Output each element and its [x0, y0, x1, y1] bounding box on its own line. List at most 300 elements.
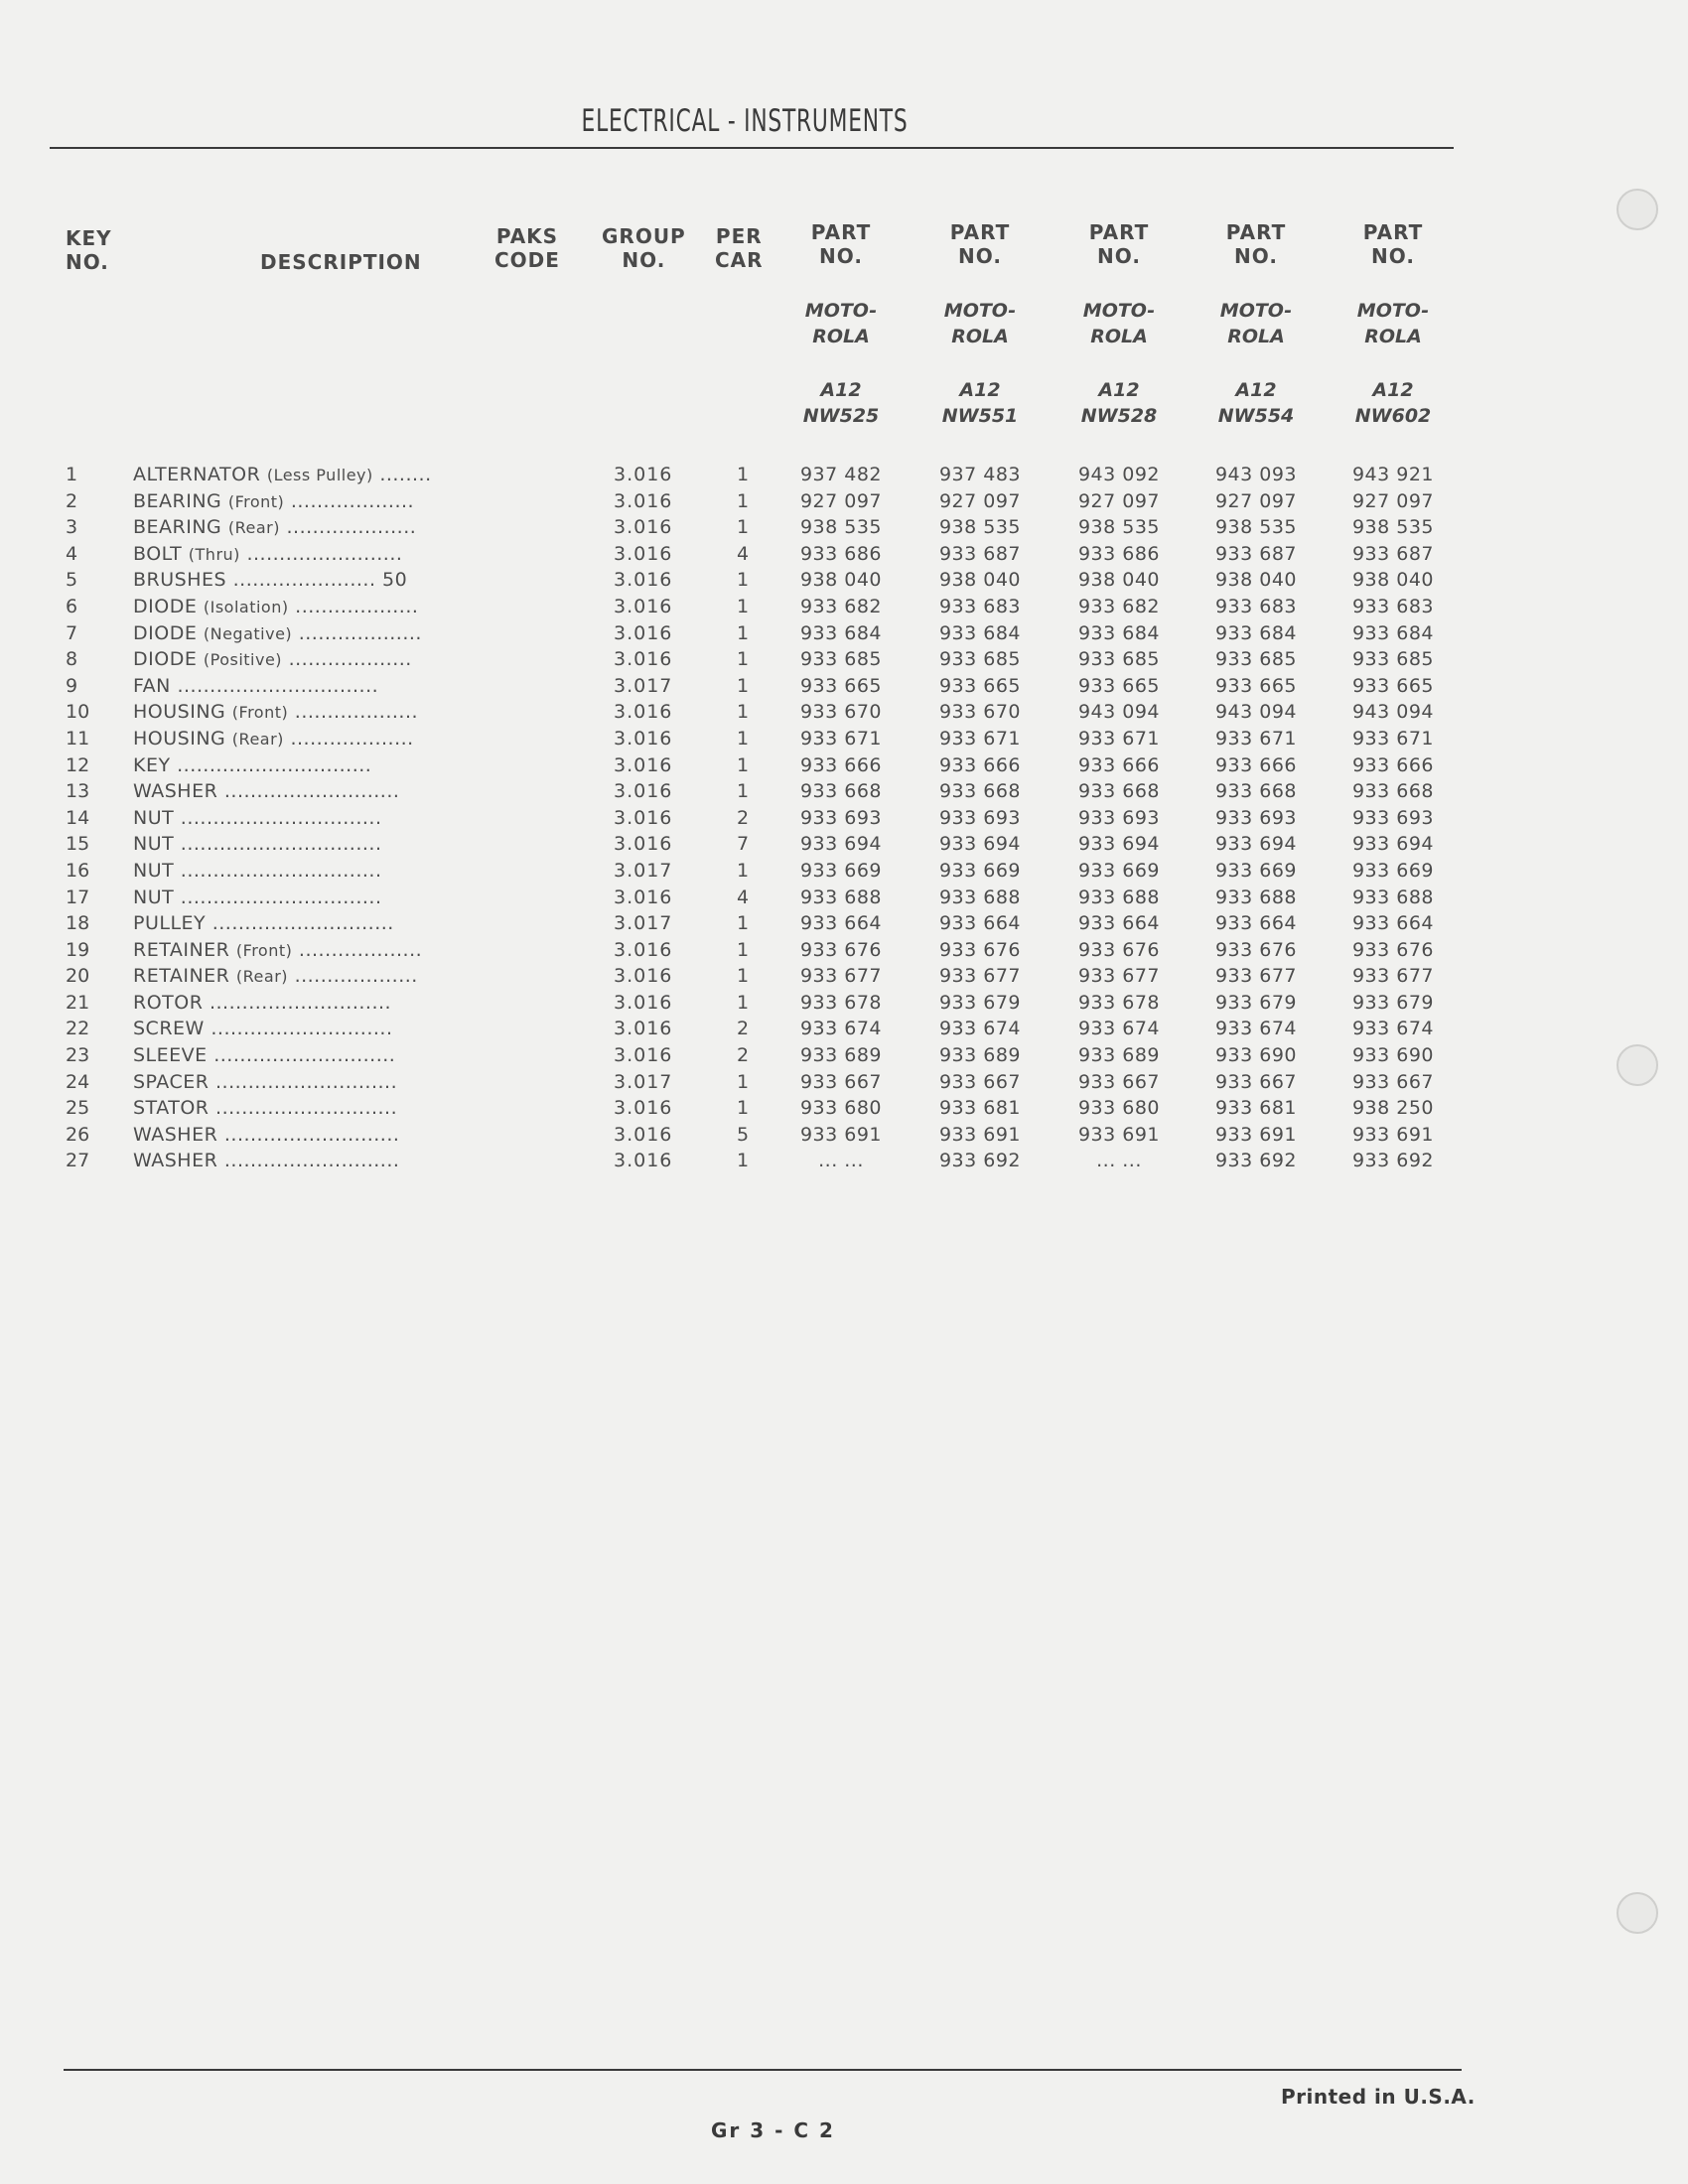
group-number: 3.016	[614, 965, 673, 988]
part-number: 933 665	[1214, 674, 1298, 697]
key-number: 22	[66, 1018, 90, 1040]
part-number: 933 684	[1351, 621, 1435, 644]
dot-leader: ..............................	[177, 753, 372, 776]
part-number: 927 097	[799, 489, 883, 512]
part-number: 927 097	[1351, 489, 1435, 512]
table-row	[0, 752, 1489, 779]
table-row	[0, 541, 1489, 568]
dot-leader: ...................	[294, 965, 418, 988]
part-name: DIODE	[133, 621, 198, 644]
part-number: 933 676	[1214, 938, 1298, 961]
group-number: 3.017	[614, 1070, 673, 1093]
top-rule	[50, 147, 1454, 149]
dot-leader: ............................	[211, 912, 394, 935]
dot-leader: ...............................	[180, 886, 382, 908]
key-number: 27	[66, 1150, 90, 1172]
part-description	[133, 831, 570, 857]
part-number: 933 693	[1351, 806, 1435, 829]
table-row	[0, 1016, 1489, 1042]
quantity-per-car: 4	[736, 542, 750, 565]
part-description	[133, 541, 570, 568]
part-name: FAN	[133, 674, 171, 697]
table-row	[0, 910, 1489, 937]
part-description	[133, 963, 570, 990]
part-model-1-line-2: NW525	[802, 405, 880, 427]
part-number: 933 684	[1077, 621, 1161, 644]
part-number: 938 040	[1351, 569, 1435, 592]
part-number: 933 674	[1077, 1018, 1161, 1040]
part-number: 933 683	[1214, 595, 1298, 617]
key-number: 18	[66, 912, 90, 935]
part-number: 938 040	[799, 569, 883, 592]
part-model-1-line-1: A12	[820, 379, 862, 401]
part-maker-1	[786, 298, 896, 349]
group-number: 3.016	[614, 701, 673, 724]
part-number: 933 693	[1214, 806, 1298, 829]
part-number: 933 671	[938, 727, 1022, 750]
part-description	[133, 1095, 570, 1121]
dot-leader: ...........................	[223, 1150, 400, 1172]
part-number: 933 671	[1351, 727, 1435, 750]
key-number: 24	[66, 1070, 90, 1093]
part-number: 933 665	[1351, 674, 1435, 697]
group-number: 3.016	[614, 648, 673, 671]
header-description: DESCRIPTION	[260, 250, 422, 274]
table-row	[0, 567, 1489, 594]
table-row	[0, 1122, 1489, 1149]
header-paks-code-line-2: CODE	[494, 248, 560, 272]
part-description	[133, 1069, 570, 1095]
part-model-1	[786, 377, 896, 429]
part-number: 938 040	[1214, 569, 1298, 592]
part-maker-4	[1201, 298, 1311, 349]
part-number: 933 669	[1351, 859, 1435, 882]
part-number: 933 671	[1077, 727, 1161, 750]
table-row	[0, 594, 1489, 620]
quantity-per-car: 1	[736, 595, 750, 617]
part-name: SLEEVE	[133, 1044, 208, 1067]
part-number: 933 688	[1077, 886, 1161, 908]
part-number: 933 684	[1214, 621, 1298, 644]
part-number: 933 692	[1351, 1150, 1435, 1172]
part-number: 933 664	[1351, 912, 1435, 935]
part-number: 933 681	[938, 1097, 1022, 1120]
part-number: 938 040	[1077, 569, 1161, 592]
part-model-4-line-2: NW554	[1217, 405, 1295, 427]
quantity-per-car: 7	[736, 833, 750, 856]
part-number: 933 692	[938, 1150, 1022, 1172]
part-note: (Rear)	[235, 967, 289, 987]
part-number: 933 669	[938, 859, 1022, 882]
key-number: 10	[66, 701, 90, 724]
part-model-3-line-1: A12	[1098, 379, 1140, 401]
part-number: 933 677	[1077, 965, 1161, 988]
part-maker-2	[925, 298, 1035, 349]
dot-leader: ...........................	[223, 780, 400, 803]
key-number: 5	[66, 569, 78, 592]
group-number: 3.016	[614, 516, 673, 539]
header-key-no	[66, 226, 112, 274]
dot-leader: ...................	[298, 938, 423, 961]
part-number: 933 679	[1214, 991, 1298, 1014]
dot-leader: ........	[379, 464, 432, 485]
table-row	[0, 778, 1489, 805]
part-number: 933 666	[1351, 753, 1435, 776]
quantity-per-car: 1	[736, 621, 750, 644]
part-number: 938 535	[1351, 516, 1435, 539]
key-number: 16	[66, 859, 90, 882]
table-row	[0, 990, 1489, 1017]
part-number: 933 682	[1077, 595, 1161, 617]
quantity-per-car: 4	[736, 886, 750, 908]
dot-leader: ...............................	[177, 674, 379, 697]
part-description	[133, 990, 570, 1016]
dot-leader: ...........................	[223, 1123, 400, 1146]
part-number: ... ...	[818, 1150, 864, 1172]
part-model-2-line-2: NW551	[941, 405, 1019, 427]
part-number: 933 683	[1351, 595, 1435, 617]
key-number: 8	[66, 648, 78, 671]
table-row	[0, 963, 1489, 990]
part-description	[133, 937, 570, 964]
dot-leader: ...................	[290, 727, 414, 750]
table-row	[0, 1042, 1489, 1069]
quantity-per-car: 1	[736, 991, 750, 1014]
part-number: 938 535	[938, 516, 1022, 539]
parts-table	[0, 462, 1489, 1174]
part-number: 938 535	[799, 516, 883, 539]
part-number: 933 669	[1214, 859, 1298, 882]
page-reference: Gr 3 - C 2	[711, 2118, 835, 2142]
part-number: 933 690	[1351, 1044, 1435, 1067]
part-name: KEY	[133, 753, 171, 776]
part-number: 933 688	[938, 886, 1022, 908]
part-name: SPACER	[133, 1070, 210, 1093]
part-number: 933 664	[938, 912, 1022, 935]
part-number: 933 688	[1214, 886, 1298, 908]
key-number: 12	[66, 753, 90, 776]
group-number: 3.016	[614, 621, 673, 644]
quantity-per-car: 1	[736, 648, 750, 671]
group-number: 3.016	[614, 489, 673, 512]
quantity-per-car: 1	[736, 780, 750, 803]
part-label-1	[786, 220, 896, 268]
binder-hole-top	[1617, 189, 1658, 230]
part-description	[133, 567, 570, 593]
part-number: 933 692	[1214, 1150, 1298, 1172]
part-number: 933 671	[799, 727, 883, 750]
part-number: 933 689	[1077, 1044, 1161, 1067]
key-number: 4	[66, 542, 78, 565]
part-number: 933 666	[1214, 753, 1298, 776]
part-maker-4-line-2: ROLA	[1227, 326, 1285, 347]
part-description	[133, 1122, 570, 1148]
part-description	[133, 594, 570, 620]
part-model-3-line-2: NW528	[1080, 405, 1158, 427]
part-number: 933 666	[938, 753, 1022, 776]
part-number: 938 535	[1077, 516, 1161, 539]
key-number: 15	[66, 833, 90, 856]
part-name: RETAINER	[133, 938, 230, 961]
part-number: 933 668	[938, 780, 1022, 803]
part-number: 933 694	[1077, 833, 1161, 856]
part-number: 933 667	[1077, 1070, 1161, 1093]
part-label-1-line-1: PART	[810, 220, 872, 244]
part-name: NUT	[133, 833, 175, 856]
part-number: 933 668	[799, 780, 883, 803]
part-number: 933 685	[1351, 648, 1435, 671]
quantity-per-car: 1	[736, 516, 750, 539]
header-key-no-line-2: NO.	[66, 250, 109, 274]
key-number: 26	[66, 1123, 90, 1146]
group-number: 3.016	[614, 542, 673, 565]
part-number: 933 680	[799, 1097, 883, 1120]
part-model-4-line-1: A12	[1235, 379, 1277, 401]
part-model-5-line-1: A12	[1372, 379, 1414, 401]
quantity-per-car: 1	[736, 753, 750, 776]
part-number: 938 250	[1351, 1097, 1435, 1120]
part-number: 933 670	[938, 701, 1022, 724]
part-label-1-line-2: NO.	[819, 244, 863, 268]
part-number: 933 667	[1351, 1070, 1435, 1093]
dot-leader: ............................	[211, 1018, 393, 1040]
table-row	[0, 937, 1489, 964]
dot-leader: ......................	[232, 569, 376, 592]
part-number: 933 676	[938, 938, 1022, 961]
part-name: SCREW	[133, 1018, 205, 1040]
dot-leader: ...................	[295, 595, 419, 617]
quantity-per-car: 1	[736, 569, 750, 592]
part-number: 933 685	[1214, 648, 1298, 671]
part-number: 933 669	[1077, 859, 1161, 882]
part-name: WASHER	[133, 780, 218, 803]
part-number: 933 687	[938, 542, 1022, 565]
part-number: 943 093	[1214, 464, 1298, 485]
part-number: 933 685	[938, 648, 1022, 671]
group-number: 3.016	[614, 1018, 673, 1040]
part-name: DIODE	[133, 648, 198, 671]
group-number: 3.017	[614, 859, 673, 882]
part-label-2-line-1: PART	[949, 220, 1011, 244]
part-maker-4-line-1: MOTO-	[1219, 300, 1293, 322]
header-group-no	[602, 224, 686, 272]
part-name: PULLEY	[133, 912, 207, 935]
part-name: STATOR	[133, 1097, 210, 1120]
part-number: 933 677	[1351, 965, 1435, 988]
header-per-car-line-2: CAR	[715, 248, 764, 272]
part-label-4-line-1: PART	[1225, 220, 1287, 244]
dot-leader: ...............................	[180, 833, 382, 856]
quantity-per-car: 2	[736, 1044, 750, 1067]
part-description	[133, 699, 570, 726]
part-name: BEARING	[133, 489, 222, 512]
part-number: 933 679	[1351, 991, 1435, 1014]
part-number: 933 665	[799, 674, 883, 697]
part-number: 933 684	[799, 621, 883, 644]
header-group-no-line-2: NO.	[622, 248, 666, 272]
group-number: 3.016	[614, 938, 673, 961]
part-label-5	[1338, 220, 1448, 268]
part-description	[133, 646, 570, 673]
part-number: 933 688	[799, 886, 883, 908]
part-number: 933 664	[1077, 912, 1161, 935]
quantity-per-car: 5	[736, 1123, 750, 1146]
dot-leader: ...................	[288, 648, 412, 671]
dot-leader: ............................	[209, 991, 392, 1014]
part-name: NUT	[133, 859, 175, 882]
part-note: (Positive)	[203, 650, 283, 670]
quantity-per-car: 1	[736, 489, 750, 512]
part-number: 938 040	[938, 569, 1022, 592]
table-row	[0, 699, 1489, 726]
dot-leader: ...................	[290, 489, 415, 512]
part-description	[133, 462, 570, 488]
part-number: 933 667	[938, 1070, 1022, 1093]
part-note: (Rear)	[231, 729, 284, 749]
dot-leader: ....................	[286, 516, 417, 539]
header-per-car-line-1: PER	[715, 224, 763, 248]
part-description	[133, 620, 570, 647]
part-number: 933 683	[938, 595, 1022, 617]
part-maker-1-line-2: ROLA	[812, 326, 870, 347]
part-note: (Rear)	[227, 518, 280, 538]
part-maker-2-line-2: ROLA	[951, 326, 1009, 347]
part-description	[133, 910, 570, 936]
dot-leader: ............................	[215, 1097, 398, 1120]
table-row	[0, 673, 1489, 700]
part-description	[133, 752, 570, 778]
part-model-4	[1201, 377, 1311, 429]
table-row	[0, 1069, 1489, 1096]
part-label-3-line-2: NO.	[1097, 244, 1141, 268]
key-number: 14	[66, 806, 90, 829]
group-number: 3.017	[614, 912, 673, 935]
part-number: 933 676	[799, 938, 883, 961]
header-group-no-line-1: GROUP	[602, 224, 686, 248]
group-number: 3.016	[614, 595, 673, 617]
part-number: 933 664	[799, 912, 883, 935]
part-note: (Isolation)	[203, 597, 289, 616]
part-number: 933 666	[799, 753, 883, 776]
part-number: 943 921	[1351, 464, 1435, 485]
part-description	[133, 885, 570, 910]
part-maker-3-line-1: MOTO-	[1082, 300, 1156, 322]
part-number: 933 665	[938, 674, 1022, 697]
part-label-3-line-1: PART	[1088, 220, 1150, 244]
part-number: 933 665	[1077, 674, 1161, 697]
group-number: 3.016	[614, 569, 673, 592]
dot-leader: ...............................	[180, 806, 382, 829]
part-label-5-line-1: PART	[1362, 220, 1424, 244]
part-label-4-line-2: NO.	[1234, 244, 1278, 268]
part-label-3	[1064, 220, 1174, 268]
part-number: 933 681	[1214, 1097, 1298, 1120]
key-number: 23	[66, 1044, 90, 1067]
part-number: 933 668	[1351, 780, 1435, 803]
quantity-per-car: 1	[736, 1150, 750, 1172]
key-number: 19	[66, 938, 90, 961]
part-number: 937 482	[799, 464, 883, 485]
quantity-per-car: 1	[736, 727, 750, 750]
part-number: 943 094	[1351, 701, 1435, 724]
part-number: 933 694	[938, 833, 1022, 856]
group-number: 3.016	[614, 1150, 673, 1172]
part-label-2-line-2: NO.	[958, 244, 1002, 268]
part-number: 933 667	[1214, 1070, 1298, 1093]
table-row	[0, 514, 1489, 541]
part-number: 933 685	[799, 648, 883, 671]
key-number: 2	[66, 489, 78, 512]
part-name: ALTERNATOR	[133, 464, 261, 485]
part-description	[133, 726, 570, 752]
table-row	[0, 858, 1489, 885]
table-row	[0, 646, 1489, 673]
header-paks-code	[494, 224, 560, 272]
part-number: 933 674	[799, 1018, 883, 1040]
group-number: 3.017	[614, 674, 673, 697]
dot-leader: ........................	[246, 542, 403, 565]
part-number: 933 674	[1214, 1018, 1298, 1040]
dot-leader: ............................	[215, 1070, 398, 1093]
part-number: 933 668	[1214, 780, 1298, 803]
table-row	[0, 831, 1489, 858]
part-note: (Less Pulley)	[266, 466, 373, 484]
paks-code: 50	[382, 569, 408, 592]
part-number: 933 686	[1077, 542, 1161, 565]
bottom-rule	[64, 2069, 1462, 2071]
part-number: 933 689	[938, 1044, 1022, 1067]
part-note: (Front)	[235, 940, 293, 960]
part-maker-5-line-2: ROLA	[1364, 326, 1422, 347]
part-name: WASHER	[133, 1123, 218, 1146]
quantity-per-car: 1	[736, 938, 750, 961]
part-description	[133, 778, 570, 804]
part-number: 927 097	[938, 489, 1022, 512]
part-number: 933 687	[1351, 542, 1435, 565]
part-number: 933 690	[1214, 1044, 1298, 1067]
part-number: 933 686	[799, 542, 883, 565]
part-number: 933 670	[799, 701, 883, 724]
part-number: 933 689	[799, 1044, 883, 1067]
binder-hole-bottom	[1617, 1892, 1658, 1934]
part-number: 933 680	[1077, 1097, 1161, 1120]
part-number: 938 535	[1214, 516, 1298, 539]
part-number: 933 687	[1214, 542, 1298, 565]
part-number: 933 691	[1077, 1123, 1161, 1146]
printed-in-note: Printed in U.S.A.	[1281, 2085, 1476, 2109]
part-number: 933 691	[1214, 1123, 1298, 1146]
group-number: 3.016	[614, 780, 673, 803]
part-label-4	[1201, 220, 1311, 268]
dot-leader: ...............................	[180, 859, 382, 882]
key-number: 11	[66, 727, 90, 750]
part-number: 933 678	[799, 991, 883, 1014]
quantity-per-car: 1	[736, 674, 750, 697]
dot-leader: ...................	[294, 701, 419, 724]
part-number: 933 693	[938, 806, 1022, 829]
group-number: 3.016	[614, 833, 673, 856]
part-number: 933 677	[1214, 965, 1298, 988]
dot-leader: ............................	[213, 1044, 396, 1067]
group-number: 3.016	[614, 806, 673, 829]
part-number: 933 666	[1077, 753, 1161, 776]
quantity-per-car: 2	[736, 806, 750, 829]
table-row	[0, 726, 1489, 752]
part-number: 943 092	[1077, 464, 1161, 485]
part-number: 933 676	[1351, 938, 1435, 961]
quantity-per-car: 1	[736, 912, 750, 935]
part-name: BRUSHES	[133, 569, 227, 592]
